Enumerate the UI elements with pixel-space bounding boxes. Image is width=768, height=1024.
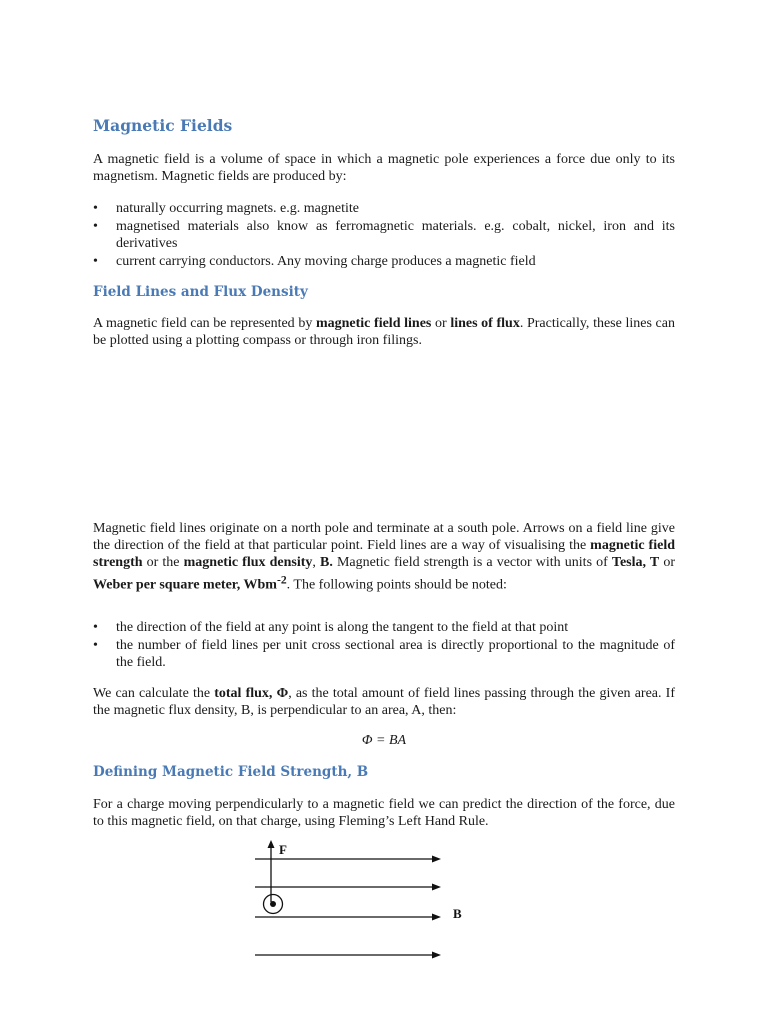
text-run: A magnetic field can be represented by [93, 316, 316, 331]
arrowhead [432, 914, 441, 921]
arrowhead [432, 884, 441, 891]
text-run: or the [142, 555, 184, 570]
term-magnetic-flux-density: magnetic flux density [183, 555, 313, 570]
out-of-page-dot [270, 901, 276, 907]
list-item: • the number of field lines per unit cross sectional area is directly proportional to the magnitude of the field. [93, 637, 675, 671]
heading-field-lines: Field Lines and Flux Density [93, 284, 308, 300]
list-item: • the direction of the field at any point is along the tangent to the field at that point [93, 619, 675, 636]
text-run: Magnetic field strength is a vector with units of [332, 555, 612, 570]
term-b: B. [320, 555, 333, 570]
total-flux-paragraph [93, 685, 675, 719]
term-magnetic-field-strength: magnetic field strength [93, 538, 676, 570]
text-run: . Practically, these lines can be plotted using a plotting compass or through iron filings. [93, 316, 675, 348]
list-item: • magnetised materials also know as ferromagnetic materials. e.g. cobalt, nickel, iron and its derivatives [93, 218, 675, 252]
term-tesla: Tesla, T [611, 555, 660, 570]
heading-magnetic-fields: Magnetic Fields [93, 116, 233, 135]
term-total-flux: total flux, Φ [214, 686, 289, 701]
unit-exponent: -2 [276, 573, 287, 586]
text-run: We can calculate the [93, 686, 215, 701]
text-run: , [312, 555, 321, 570]
field-lines-notes-list [93, 619, 675, 672]
force-arrowhead [268, 840, 275, 848]
arrowhead [432, 856, 441, 863]
list-item: • naturally occurring magnets. e.g. magnetite [93, 200, 675, 217]
flux-equation: Φ = BA [361, 733, 407, 748]
text-run: or [431, 316, 451, 331]
force-field-diagram [240, 836, 480, 968]
list-item: • current carrying conductors. Any moving charge produces a magnetic field [93, 253, 675, 270]
term-lines-of-flux: lines of flux [450, 316, 520, 331]
term-magnetic-field-lines: magnetic field lines [315, 316, 432, 331]
field-label: B [453, 906, 462, 921]
field-lines-paragraph [93, 315, 675, 349]
field-lines-origin-paragraph [93, 520, 675, 594]
intro-paragraph: A magnetic field is a volume of space in which a magnetic pole experiences a force due only to its magnetism. Magnetic fields are produced by: [93, 152, 675, 184]
force-label: F [279, 842, 287, 857]
text-run: Magnetic field lines originate on a north pole and terminate at a south pole. Arrows on a field line give the direction of the field at that particular point. Field lines are a way of visualising the [93, 521, 675, 553]
text-run: , as the total amount of field lines passing through the given area. If the magnetic flux density, B, is perpendicular to an area, A, then: [93, 686, 675, 718]
arrowhead [432, 952, 441, 959]
heading-defining-b: Defining Magnetic Field Strength, B [93, 764, 369, 780]
sources-list [93, 200, 675, 271]
term-weber: Weber per square meter, Wbm [93, 577, 277, 593]
text-run: or [659, 555, 675, 570]
text-run: . The following points should be noted: [286, 577, 507, 593]
flemings-rule-paragraph: For a charge moving perpendicularly to a magnetic field we can predict the direction of the force, due to this magnetic field, on that charge, using Fleming’s Left Hand Rule. [93, 797, 675, 829]
